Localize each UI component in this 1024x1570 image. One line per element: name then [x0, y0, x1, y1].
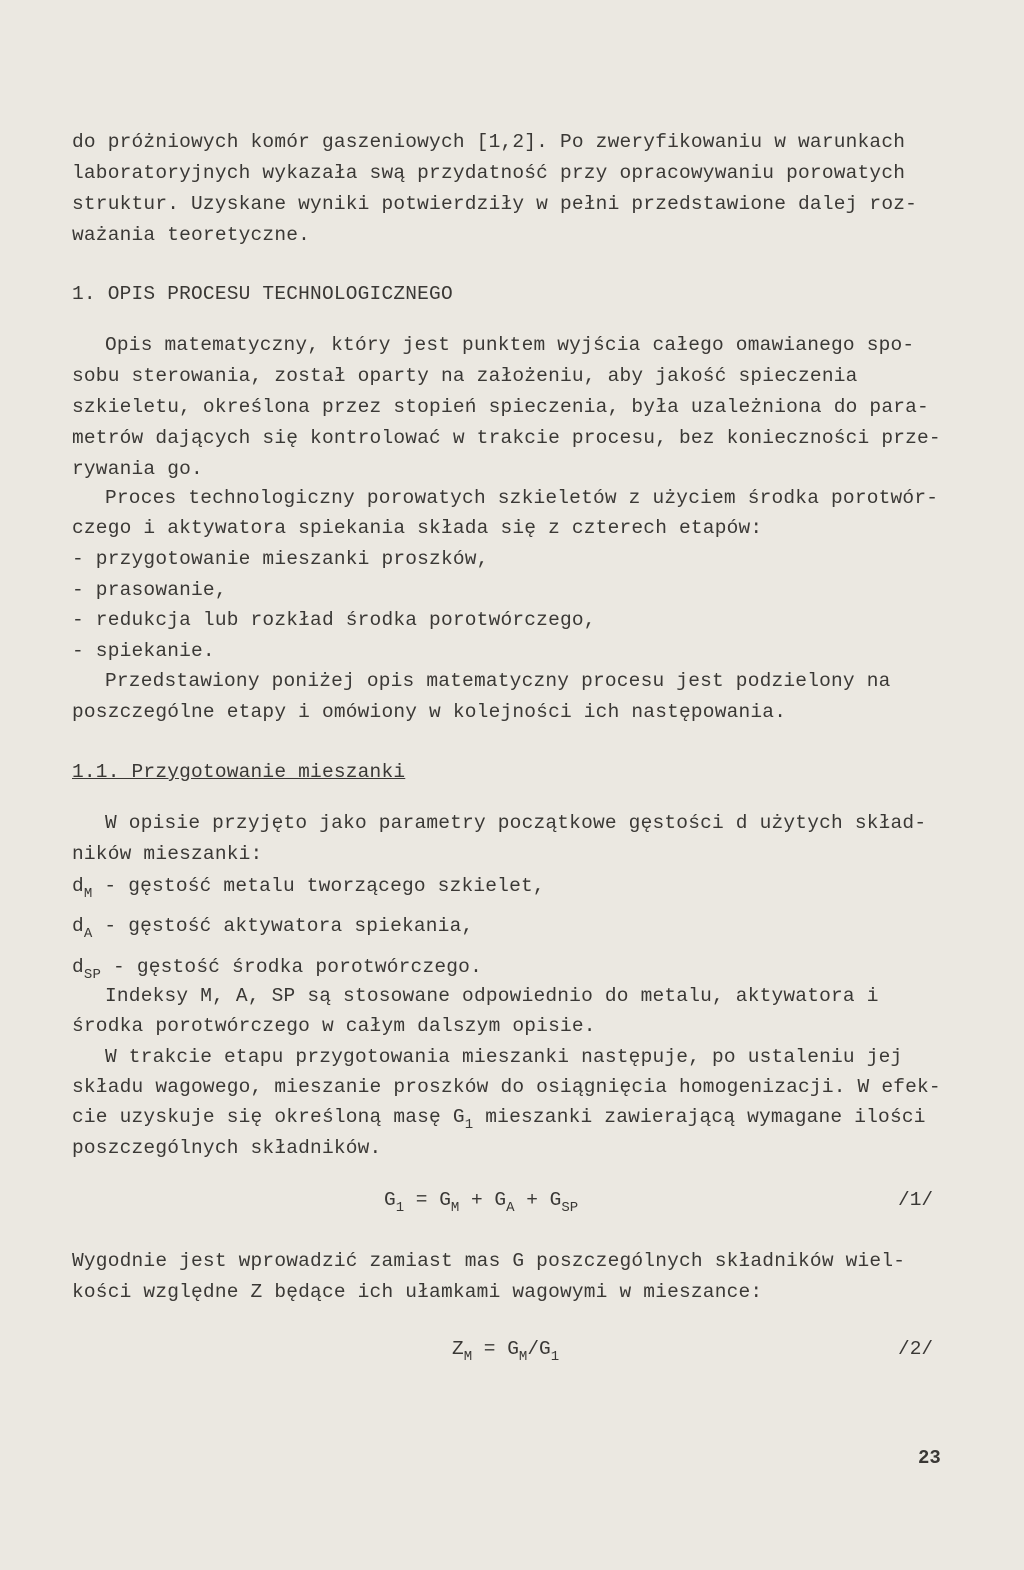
- eq2-numerator-sub: M: [518, 1349, 528, 1365]
- stage-item-4: - spiekanie.: [72, 640, 215, 662]
- density-symbol: d: [72, 956, 84, 978]
- eq2-denominator-sub: 1: [550, 1349, 560, 1365]
- density-description: - gęstość aktywatora spiekania,: [92, 915, 474, 937]
- intro-line-4: ważania teoretyczne.: [72, 224, 311, 246]
- page-number: 23: [918, 1447, 941, 1469]
- equation-2-number: /2/: [898, 1338, 934, 1360]
- p6-line-3-text: cie uzyskuje się określoną masę G: [72, 1106, 465, 1128]
- p7-line-2: kości względne Z będące ich ułamkami wagowymi w mieszance:: [72, 1281, 763, 1303]
- density-pore-former: [72, 955, 482, 987]
- eq1-plus2: + G: [514, 1189, 562, 1211]
- section-1-heading: 1. OPIS PROCESU TECHNOLOGICZNEGO: [72, 283, 453, 305]
- intro-line-1: do próżniowych komór gaszeniowych [1,2]. Po zweryfikowaniu w warunkach: [72, 131, 906, 153]
- eq2-slash: /G: [527, 1338, 551, 1360]
- stage-item-1: - przygotowanie mieszanki proszków,: [72, 548, 489, 570]
- p6-line-3-rest: mieszanki zawierającą wymagane ilości: [473, 1106, 926, 1128]
- g1-subscript: 1: [464, 1117, 474, 1133]
- density-activator: [72, 914, 473, 946]
- density-description: - gęstość metalu tworzącego szkielet,: [92, 875, 545, 897]
- p3-line-1: Przedstawiony poniżej opis matematyczny procesu jest podzielony na: [105, 670, 891, 692]
- equation-2: [452, 1337, 559, 1369]
- p1-line-4: metrów dających się kontrolować w trakcie procesu, bez konieczności prze-: [72, 427, 941, 449]
- density-symbol: d: [72, 875, 84, 897]
- density-symbol: d: [72, 915, 84, 937]
- p1-line-2: sobu sterowania, został oparty na założeniu, aby jakość spieczenia: [72, 365, 858, 387]
- equation-1: [384, 1188, 578, 1220]
- equation-1-number: /1/: [898, 1189, 934, 1211]
- eq2-lhs-sub: M: [463, 1349, 473, 1365]
- density-subscript: M: [83, 886, 93, 902]
- p6-line-1: W trakcie etapu przygotowania mieszanki następuje, po ustaleniu jej: [105, 1046, 903, 1068]
- p3-line-2: poszczególne etapy i omówiony w kolejności ich następowania.: [72, 701, 787, 723]
- stage-item-3: - redukcja lub rozkład środka porotwórczego,: [72, 609, 596, 631]
- density-description: - gęstość środka porotwórczego.: [101, 956, 482, 978]
- stage-item-2: - prasowanie,: [72, 579, 227, 601]
- eq1-term3-sub: SP: [561, 1200, 579, 1216]
- p6-line-2: składu wagowego, mieszanie proszków do osiągnięcia homogenizacji. W efek-: [72, 1076, 941, 1098]
- p6-line-3: [72, 1105, 926, 1137]
- eq1-lhs-sub: 1: [395, 1200, 405, 1216]
- eq1-plus1: + G: [459, 1189, 507, 1211]
- p4-line-2: ników mieszanki:: [72, 843, 263, 865]
- eq1-term2-sub: A: [506, 1200, 515, 1216]
- density-subscript: SP: [83, 967, 102, 983]
- p2-line-2: czego i aktywatora spiekania składa się z czterech etapów:: [72, 517, 763, 539]
- p4-line-1: W opisie przyjęto jako parametry początkowe gęstości d użytych skład-: [105, 812, 927, 834]
- density-subscript: A: [83, 926, 93, 942]
- density-metal: [72, 874, 545, 906]
- p1-line-5: rywania go.: [72, 458, 203, 480]
- p7-line-1: Wygodnie jest wprowadzić zamiast mas G poszczególnych składników wiel-: [72, 1250, 906, 1272]
- eq1-lhs: G: [384, 1189, 396, 1211]
- p1-line-3: szkieletu, określona przez stopień spieczenia, była uzależniona do para-: [72, 396, 929, 418]
- p2-line-1: Proces technologiczny porowatych szkieletów z użyciem środka porotwór-: [105, 487, 939, 509]
- eq2-lhs: Z: [452, 1338, 464, 1360]
- eq1-equals: = G: [404, 1189, 451, 1211]
- p6-line-4: poszczególnych składników.: [72, 1137, 382, 1159]
- intro-line-3: struktur. Uzyskane wyniki potwierdziły w pełni przedstawione dalej roz-: [72, 193, 918, 215]
- eq1-term1-sub: M: [450, 1200, 460, 1216]
- p1-line-1: Opis matematyczny, który jest punktem wyjścia całego omawianego spo-: [105, 334, 915, 356]
- section-1-1-heading: 1.1. Przygotowanie mieszanki: [72, 761, 406, 783]
- p5-line-1: Indeksy M, A, SP są stosowane odpowiednio do metalu, aktywatora i: [105, 985, 879, 1007]
- p5-line-2: środka porotwórczego w całym dalszym opisie.: [72, 1015, 596, 1037]
- eq2-equals: = G: [472, 1338, 519, 1360]
- intro-line-2: laboratoryjnych wykazała swą przydatność przy opracowywaniu porowatych: [72, 162, 906, 184]
